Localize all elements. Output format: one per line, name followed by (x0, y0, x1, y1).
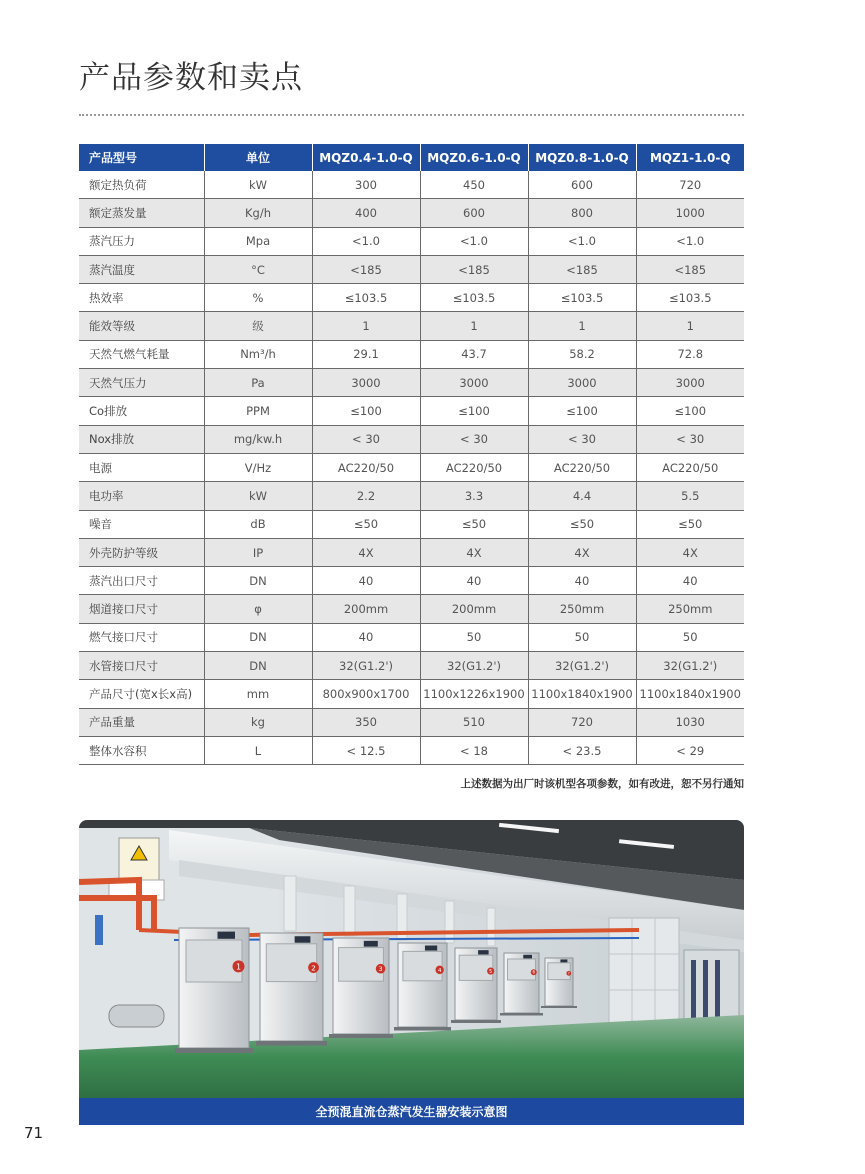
table-row (79, 510, 744, 538)
value-cell: <185 (420, 255, 528, 283)
value-cell: < 30 (420, 425, 528, 453)
value-cell: 1 (528, 312, 636, 340)
value-cell: 300 (312, 171, 420, 199)
table-row (79, 369, 744, 397)
unit-cell: kW (204, 171, 312, 199)
value-cell: ≤103.5 (312, 284, 420, 312)
value-cell: ≤50 (636, 510, 744, 538)
value-cell: 1100x1226x1900 (420, 680, 528, 708)
dotted-divider (79, 114, 744, 116)
unit-cell: Nm³/h (204, 340, 312, 368)
value-cell: 43.7 (420, 340, 528, 368)
table-row (79, 312, 744, 340)
param-name-cell: 蒸汽温度 (79, 255, 204, 283)
value-cell: 32(G1.2') (636, 652, 744, 680)
value-cell: 1 (420, 312, 528, 340)
value-cell: 32(G1.2') (528, 652, 636, 680)
page-number: 71 (24, 1124, 44, 1142)
value-cell: 350 (312, 708, 420, 736)
table-header-row (79, 144, 744, 171)
table-row (79, 227, 744, 255)
unit-cell: mg/kw.h (204, 425, 312, 453)
table-row (79, 538, 744, 566)
value-cell: 40 (312, 623, 420, 651)
unit-number-label: 1 (235, 962, 242, 972)
param-name-cell: 产品尺寸(宽x长x高) (79, 680, 204, 708)
header-model-label: 产品型号 (79, 144, 204, 171)
param-name-cell: 天然气压力 (79, 369, 204, 397)
table-row (79, 482, 744, 510)
value-cell: 720 (528, 708, 636, 736)
table-row (79, 567, 744, 595)
unit-cell: dB (204, 510, 312, 538)
value-cell: 2.2 (312, 482, 420, 510)
value-cell: 1100x1840x1900 (528, 680, 636, 708)
unit-cell: kg (204, 708, 312, 736)
param-name-cell: 蒸汽出口尺寸 (79, 567, 204, 595)
table-row (79, 652, 744, 680)
steam-generator-unit (394, 943, 451, 1031)
param-name-cell: 蒸汽压力 (79, 227, 204, 255)
table-row (79, 340, 744, 368)
value-cell: 32(G1.2') (420, 652, 528, 680)
value-cell: 4.4 (528, 482, 636, 510)
value-cell: < 30 (636, 425, 744, 453)
value-cell: ≤50 (420, 510, 528, 538)
unit-cell: PPM (204, 397, 312, 425)
value-cell: 3000 (420, 369, 528, 397)
value-cell: ≤100 (420, 397, 528, 425)
unit-number-label: 7 (567, 971, 570, 976)
value-cell: 1 (312, 312, 420, 340)
steam-generator-unit (500, 953, 543, 1016)
header-model-4: MQZ1-1.0-Q (636, 144, 744, 171)
param-name-cell: 燃气接口尺寸 (79, 623, 204, 651)
param-name-cell: 电功率 (79, 482, 204, 510)
param-name-cell: 电源 (79, 453, 204, 481)
param-name-cell: 能效等级 (79, 312, 204, 340)
unit-cell: Pa (204, 369, 312, 397)
table-row (79, 680, 744, 708)
value-cell: <185 (636, 255, 744, 283)
table-row (79, 397, 744, 425)
value-cell: 1030 (636, 708, 744, 736)
unit-cell: °C (204, 255, 312, 283)
param-name-cell: 额定热负荷 (79, 171, 204, 199)
value-cell: 450 (420, 171, 528, 199)
illustration-caption: 全预混直流仓蒸汽发生器安装示意图 (79, 1098, 744, 1125)
value-cell: ≤100 (528, 397, 636, 425)
unit-number-label: 3 (378, 965, 383, 974)
value-cell: 29.1 (312, 340, 420, 368)
value-cell: ≤100 (312, 397, 420, 425)
param-name-cell: 水管接口尺寸 (79, 652, 204, 680)
value-cell: 510 (420, 708, 528, 736)
value-cell: <1.0 (312, 227, 420, 255)
table-row (79, 171, 744, 199)
value-cell: 4X (420, 538, 528, 566)
value-cell: 400 (312, 199, 420, 227)
unit-cell: Mpa (204, 227, 312, 255)
table-row (79, 736, 744, 764)
unit-cell: L (204, 736, 312, 764)
value-cell: 250mm (528, 595, 636, 623)
param-name-cell: 额定蒸发量 (79, 199, 204, 227)
value-cell: < 30 (312, 425, 420, 453)
unit-number-label: 5 (489, 969, 493, 975)
value-cell: 600 (420, 199, 528, 227)
param-name-cell: 产品重量 (79, 708, 204, 736)
value-cell: ≤103.5 (528, 284, 636, 312)
table-row (79, 284, 744, 312)
unit-cell: DN (204, 652, 312, 680)
unit-cell: V/Hz (204, 453, 312, 481)
value-cell: ≤100 (636, 397, 744, 425)
value-cell: 32(G1.2') (312, 652, 420, 680)
steam-generator-unit (256, 933, 327, 1046)
param-name-cell: Co排放 (79, 397, 204, 425)
value-cell: 600 (528, 171, 636, 199)
value-cell: AC220/50 (528, 453, 636, 481)
unit-cell: Kg/h (204, 199, 312, 227)
header-model-2: MQZ0.6-1.0-Q (420, 144, 528, 171)
value-cell: 50 (528, 623, 636, 651)
value-cell: ≤50 (528, 510, 636, 538)
value-cell: ≤50 (312, 510, 420, 538)
header-unit-label: 单位 (204, 144, 312, 171)
table-row (79, 708, 744, 736)
value-cell: <1.0 (528, 227, 636, 255)
value-cell: AC220/50 (420, 453, 528, 481)
table-row (79, 595, 744, 623)
value-cell: <185 (528, 255, 636, 283)
steam-generator-unit (541, 958, 577, 1008)
value-cell: <185 (312, 255, 420, 283)
value-cell: < 30 (528, 425, 636, 453)
unit-cell: DN (204, 567, 312, 595)
param-name-cell: 天然气燃气耗量 (79, 340, 204, 368)
steam-generator-unit (451, 948, 501, 1023)
table-row (79, 453, 744, 481)
value-cell: 4X (528, 538, 636, 566)
table-row (79, 425, 744, 453)
header-model-3: MQZ0.8-1.0-Q (528, 144, 636, 171)
value-cell: 3.3 (420, 482, 528, 510)
table-row (79, 623, 744, 651)
value-cell: 1000 (636, 199, 744, 227)
unit-number-label: 2 (311, 963, 316, 973)
param-name-cell: 烟道接口尺寸 (79, 595, 204, 623)
value-cell: 800x900x1700 (312, 680, 420, 708)
value-cell: AC220/50 (636, 453, 744, 481)
value-cell: 40 (528, 567, 636, 595)
unit-cell: 级 (204, 312, 312, 340)
value-cell: < 12.5 (312, 736, 420, 764)
value-cell: 40 (312, 567, 420, 595)
value-cell: ≤103.5 (420, 284, 528, 312)
value-cell: <1.0 (636, 227, 744, 255)
boiler-room-scene (79, 820, 744, 1098)
value-cell: 250mm (636, 595, 744, 623)
value-cell: AC220/50 (312, 453, 420, 481)
value-cell: 1 (636, 312, 744, 340)
value-cell: 4X (312, 538, 420, 566)
unit-number-label: 4 (437, 967, 442, 974)
value-cell: 50 (636, 623, 744, 651)
value-cell: <1.0 (420, 227, 528, 255)
unit-cell: % (204, 284, 312, 312)
value-cell: 50 (420, 623, 528, 651)
table-row (79, 199, 744, 227)
value-cell: 5.5 (636, 482, 744, 510)
steam-generator-unit (329, 938, 393, 1038)
table-row (79, 255, 744, 283)
value-cell: < 18 (420, 736, 528, 764)
unit-cell: IP (204, 538, 312, 566)
spec-table (79, 144, 744, 765)
steam-generator-unit (175, 928, 253, 1053)
value-cell: 200mm (420, 595, 528, 623)
unit-cell: kW (204, 482, 312, 510)
value-cell: ≤103.5 (636, 284, 744, 312)
param-name-cell: 外壳防护等级 (79, 538, 204, 566)
value-cell: 40 (420, 567, 528, 595)
value-cell: < 29 (636, 736, 744, 764)
value-cell: 3000 (636, 369, 744, 397)
unit-cell: mm (204, 680, 312, 708)
value-cell: 4X (636, 538, 744, 566)
footnote: 上述数据为出厂时该机型各项参数，如有改进，恕不另行通知 (460, 778, 744, 790)
header-model-1: MQZ0.4-1.0-Q (312, 144, 420, 171)
unit-number-label: 6 (532, 969, 536, 975)
param-name-cell: Nox排放 (79, 425, 204, 453)
value-cell: 1100x1840x1900 (636, 680, 744, 708)
value-cell: 800 (528, 199, 636, 227)
value-cell: < 23.5 (528, 736, 636, 764)
param-name-cell: 噪音 (79, 510, 204, 538)
value-cell: 58.2 (528, 340, 636, 368)
value-cell: 72.8 (636, 340, 744, 368)
param-name-cell: 整体水容积 (79, 736, 204, 764)
param-name-cell: 热效率 (79, 284, 204, 312)
value-cell: 3000 (312, 369, 420, 397)
value-cell: 720 (636, 171, 744, 199)
value-cell: 200mm (312, 595, 420, 623)
value-cell: 40 (636, 567, 744, 595)
value-cell: 3000 (528, 369, 636, 397)
unit-cell: φ (204, 595, 312, 623)
page-title: 产品参数和卖点 (79, 60, 303, 96)
unit-cell: DN (204, 623, 312, 651)
installation-illustration (79, 820, 744, 1098)
